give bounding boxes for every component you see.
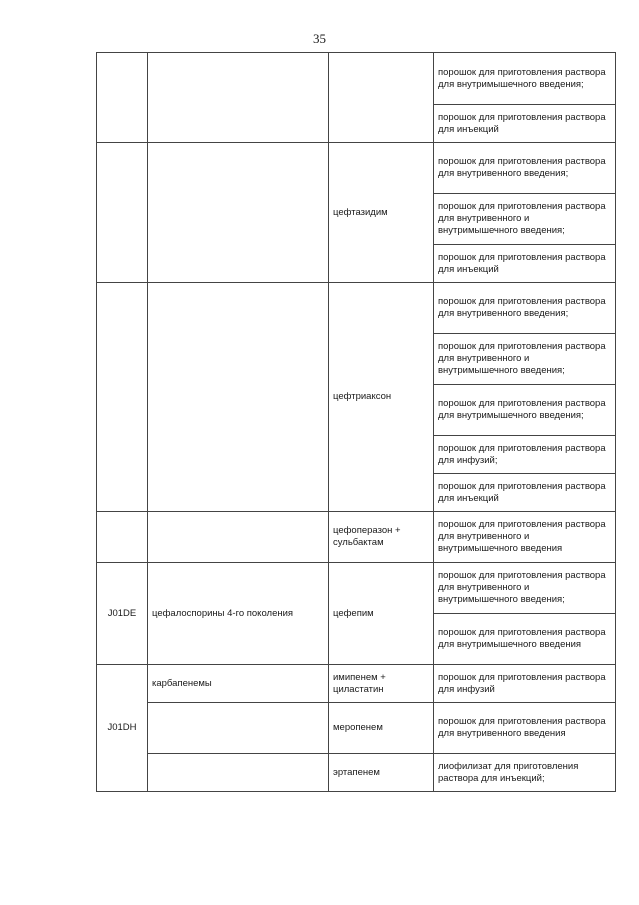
table-row bbox=[97, 143, 616, 194]
group-name-cell bbox=[148, 283, 329, 512]
dosage-form-cell: порошок для приготовления раствора для внутримышечного введения; bbox=[434, 53, 616, 105]
group-name-cell: цефалоспорины 4-го поколения bbox=[148, 563, 329, 665]
table-row bbox=[97, 703, 616, 754]
drug-name-cell: цефтазидим bbox=[329, 143, 434, 283]
group-name-cell: карбапенемы bbox=[148, 665, 329, 703]
group-name-cell bbox=[148, 512, 329, 563]
dosage-form-cell: порошок для приготовления раствора для внутривенного и внутримышечного введения bbox=[434, 512, 616, 563]
drug-name-cell: эртапенем bbox=[329, 754, 434, 792]
drug-name-cell: цефтриаксон bbox=[329, 283, 434, 512]
group-name-cell bbox=[148, 53, 329, 143]
drug-name-cell: цефоперазон + сульбактам bbox=[329, 512, 434, 563]
dosage-form-cell: порошок для приготовления раствора для внутривенного введения; bbox=[434, 283, 616, 334]
dosage-form-cell: порошок для приготовления раствора для инъекций bbox=[434, 105, 616, 143]
drug-name-cell: цефепим bbox=[329, 563, 434, 665]
page-number: 35 bbox=[313, 31, 326, 46]
dosage-form-cell: порошок для приготовления раствора для инфузий; bbox=[434, 436, 616, 474]
dosage-form-cell: порошок для приготовления раствора для инъекций bbox=[434, 245, 616, 283]
atc-code-cell bbox=[97, 283, 148, 512]
drug-name-cell: меропенем bbox=[329, 703, 434, 754]
dosage-form-cell: порошок для приготовления раствора для внутривенного введения bbox=[434, 703, 616, 754]
table-row bbox=[97, 283, 616, 334]
drug-name-cell: имипенем + циластатин bbox=[329, 665, 434, 703]
dosage-form-cell: порошок для приготовления раствора для инфузий bbox=[434, 665, 616, 703]
dosage-form-cell: порошок для приготовления раствора для внутривенного и внутримышечного введения; bbox=[434, 334, 616, 385]
drug-name-cell bbox=[329, 53, 434, 143]
dosage-form-cell: порошок для приготовления раствора для внутривенного введения; bbox=[434, 143, 616, 194]
atc-code-cell bbox=[97, 53, 148, 143]
table-row bbox=[97, 563, 616, 614]
atc-code-cell: J01DE bbox=[97, 563, 148, 665]
group-name-cell bbox=[148, 703, 329, 754]
atc-code-cell bbox=[97, 143, 148, 283]
medicines-table bbox=[96, 52, 616, 792]
group-name-cell bbox=[148, 754, 329, 792]
atc-code-cell: J01DH bbox=[97, 665, 148, 792]
group-name-cell bbox=[148, 143, 329, 283]
table-row bbox=[97, 512, 616, 563]
dosage-form-cell: порошок для приготовления раствора для внутримышечного введения bbox=[434, 614, 616, 665]
atc-code-cell bbox=[97, 512, 148, 563]
dosage-form-cell: порошок для приготовления раствора для внутримышечного введения; bbox=[434, 385, 616, 436]
table-row bbox=[97, 754, 616, 792]
dosage-form-cell: порошок для приготовления раствора для внутривенного и внутримышечного введения; bbox=[434, 194, 616, 245]
dosage-form-cell: порошок для приготовления раствора для внутривенного и внутримышечного введения; bbox=[434, 563, 616, 614]
dosage-form-cell: лиофилизат для приготовления раствора для инъекций; bbox=[434, 754, 616, 792]
table-row bbox=[97, 53, 616, 105]
dosage-form-cell: порошок для приготовления раствора для инъекций bbox=[434, 474, 616, 512]
table-row bbox=[97, 665, 616, 703]
